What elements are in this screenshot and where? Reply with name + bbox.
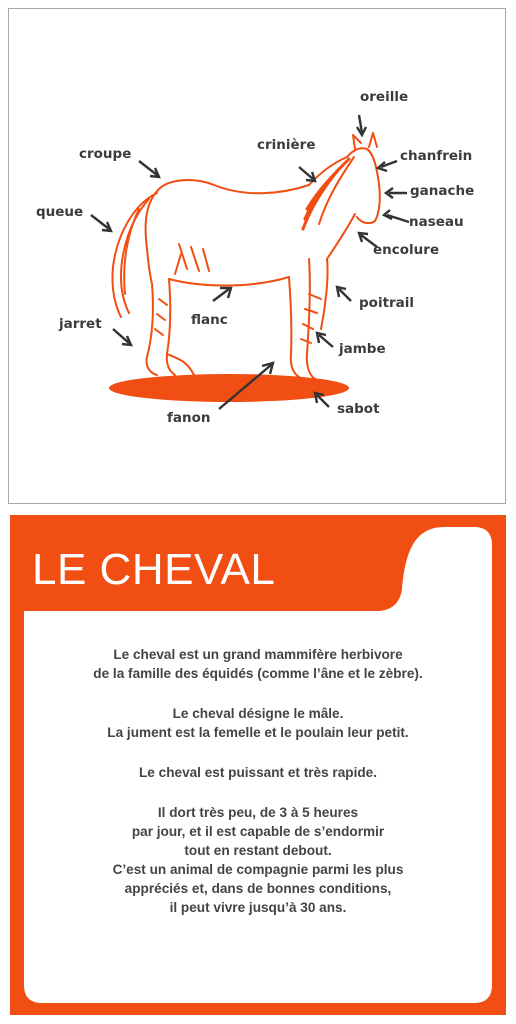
label-poitrail: poitrail: [359, 295, 415, 311]
label-naseau: naseau: [409, 214, 464, 230]
card-title: LE CHEVAL: [32, 545, 276, 594]
label-queue: queue: [36, 204, 84, 220]
card-body: [24, 645, 492, 938]
paragraph: [24, 645, 492, 683]
label-croupe: croupe: [79, 146, 132, 162]
text-line: Le cheval désigne le mâle.: [172, 706, 344, 721]
label-arrows: [91, 115, 409, 409]
text-line: Le cheval est puissant et très rapide.: [139, 765, 377, 780]
label-jarret: jarret: [59, 316, 102, 332]
paragraph: [24, 704, 492, 742]
label-flanc: flanc: [191, 312, 228, 328]
text-line: Le cheval est un grand mammifère herbivore: [113, 647, 403, 662]
text-line: C’est un animal de compagnie parmi les plus: [112, 862, 404, 877]
info-card: [10, 515, 506, 1015]
label-sabot: sabot: [337, 401, 380, 417]
label-criniere: crinière: [257, 137, 316, 153]
text-line: tout en restant debout.: [184, 843, 332, 858]
text-line: de la famille des équidés (comme l’âne et le zèbre).: [93, 666, 423, 681]
label-chanfrein: chanfrein: [400, 148, 473, 164]
text-line: Il dort très peu, de 3 à 5 heures: [157, 805, 359, 820]
paragraph: [24, 803, 492, 917]
text-line: appréciés et, dans de bonnes conditions,: [124, 881, 392, 896]
text-line: il peut vivre jusqu’à 30 ans.: [169, 900, 347, 915]
label-jambe: jambe: [339, 341, 386, 357]
label-fanon: fanon: [167, 410, 211, 426]
label-ganache: ganache: [410, 183, 475, 199]
text-line: La jument est la femelle et le poulain leur petit.: [107, 725, 409, 740]
label-oreille: oreille: [360, 89, 409, 105]
diagram-card: [8, 8, 506, 504]
text-line: par jour, et il est capable de s’endormir: [131, 824, 385, 839]
label-encolure: encolure: [373, 242, 440, 258]
paragraph: [24, 763, 492, 782]
